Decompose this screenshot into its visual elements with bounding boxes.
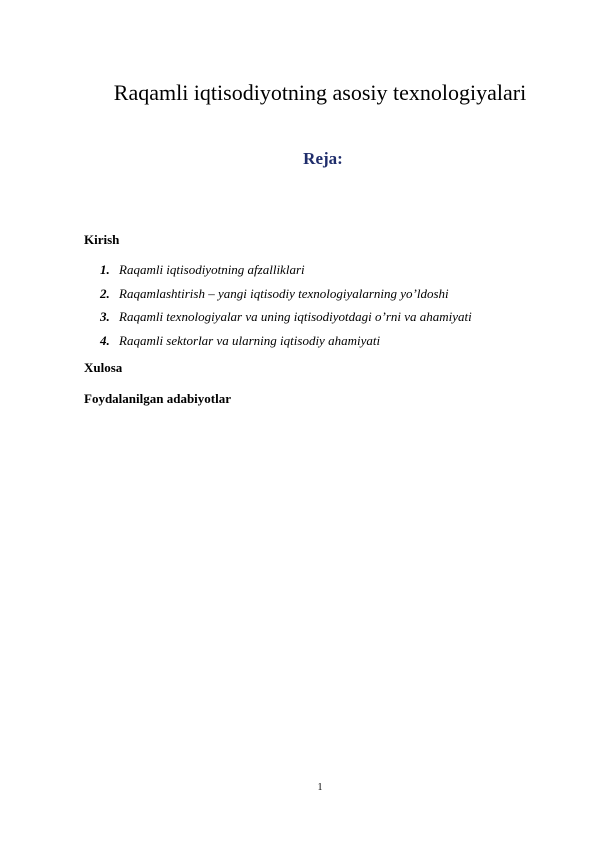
- list-item-number: 2.: [100, 285, 110, 301]
- list-item-number: 4.: [100, 332, 110, 348]
- plan-heading: Reja:: [303, 149, 343, 168]
- list-item-number: 1.: [100, 262, 110, 277]
- section-references: Foydalanilgan adabiyotlar: [84, 391, 231, 406]
- list-item-number: 3.: [100, 309, 110, 324]
- list-item: [100, 309, 472, 333]
- list-item: [100, 262, 472, 286]
- list-item-text: Raqamli sektorlar va ularning iqtisodiy ahamiyati: [119, 332, 381, 348]
- list-item-text: Raqamli texnologiyalar va uning iqtisodiyotdagi o’rni va ahamiyati: [119, 309, 472, 324]
- plan-list: [100, 262, 472, 356]
- list-item: [100, 333, 472, 357]
- list-item: [100, 286, 472, 310]
- document-title: Raqamli iqtisodiyotning asosiy texnologiyalari: [113, 80, 527, 105]
- page-number: 1: [317, 782, 323, 793]
- section-intro: Kirish: [84, 232, 120, 247]
- list-item-text: Raqamlashtirish – yangi iqtisodiy texnologiyalarning yo’ldoshi: [119, 285, 449, 301]
- list-item-text: Raqamli iqtisodiyotning afzalliklari: [119, 262, 305, 277]
- section-conclusion: Xulosa: [84, 360, 123, 375]
